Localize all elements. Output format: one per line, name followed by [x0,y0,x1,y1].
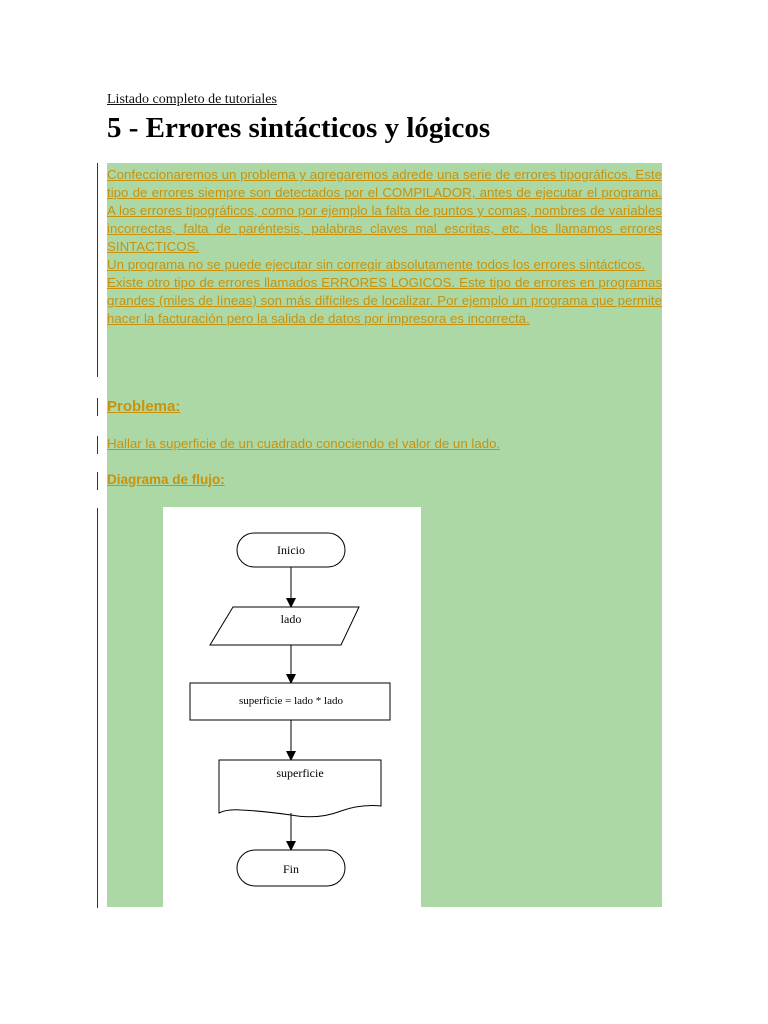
vertical-rule [97,472,98,490]
intro-section [107,166,662,328]
vertical-rule [97,398,98,416]
vertical-rule [97,436,98,454]
flowchart-heading[interactable]: Diagrama de flujo: [107,472,225,487]
vertical-rule [97,163,98,377]
output-label: superficie [276,766,324,780]
breadcrumb-link[interactable]: Listado completo de tutoriales [107,92,277,107]
vertical-rule [97,508,98,908]
process-label: superficie = lado * lado [239,695,343,707]
page-title: 5 - Errores sintácticos y lógicos [107,112,491,144]
intro-paragraph[interactable]: Un programa no se puede ejecutar sin corregir absolutamente todos los errores sintácticos. [107,257,646,272]
problem-statement[interactable]: Hallar la superficie de un cuadrado conociendo el valor de un lado. [107,436,501,451]
flowchart-diagram [163,507,421,907]
intro-paragraph[interactable]: Existe otro tipo de errores llamados ERRORES LOGICOS. Este tipo de errores en programas grandes (miles de líneas) son más difíciles de localizar. Por ejemplo un programa que permite hacer la facturación pero la salida de datos por impresora es incorrecta. [107,275,662,326]
flowchart-svg [163,507,421,907]
content-panel [107,163,662,907]
intro-paragraph[interactable]: A los errores tipográficos, como por ejemplo la falta de puntos y comas, nombres de variables incorrectas, falta de paréntesis, palabras claves mal escritas, etc. los llamamos errores SINTACTICOS. [107,203,662,254]
intro-paragraph[interactable]: Confeccionaremos un problema y agregaremos adrede una serie de errores tipográficos. Este tipo de errores siempre son detectados por el COMPILADOR, antes de ejecutar el programa. [107,167,662,200]
end-label: Fin [282,862,300,876]
problem-heading[interactable]: Problema: [107,398,181,415]
start-label: Inicio [277,543,305,557]
input-label: lado [280,612,302,626]
